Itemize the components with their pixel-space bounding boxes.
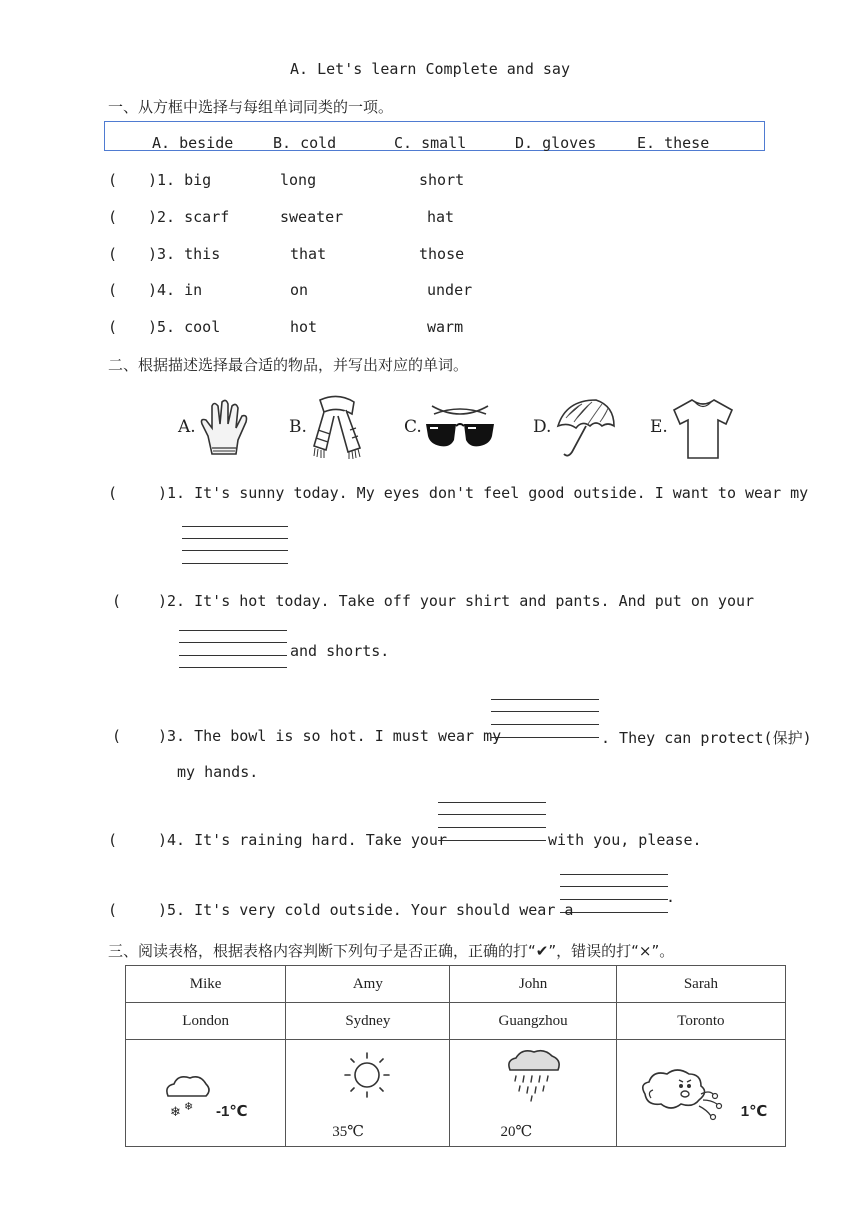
svg-text:❄: ❄	[170, 1105, 181, 1120]
item-3-word1: )3. this	[148, 245, 221, 263]
answer-paren[interactable]: (	[108, 208, 118, 226]
rain-cloud-icon	[504, 1048, 564, 1104]
pic-label-c: C.	[404, 417, 422, 437]
item-4-word1: )4. in	[148, 281, 203, 299]
answer-paren[interactable]: (	[108, 245, 118, 263]
sun-icon	[342, 1050, 392, 1100]
temperature: 35℃	[332, 1124, 365, 1140]
name-cell: Amy	[286, 966, 450, 1003]
pic-label-b: B.	[289, 417, 307, 437]
page-title: A. Let's learn Complete and say	[290, 60, 570, 78]
name-cell: Sarah	[616, 966, 785, 1003]
tshirt-icon	[670, 396, 736, 462]
option-b: B. cold	[273, 134, 337, 152]
item-1-word1: )1. big	[148, 171, 212, 189]
table-row	[126, 1003, 786, 1040]
sunglasses-icon	[422, 400, 498, 452]
weather-cell	[126, 1040, 286, 1147]
pic-label-a: A.	[178, 417, 196, 437]
section3-heading: 三、阅读表格，根据表格内容判断下列句子是否正确，正确的打“✔”，错误的打“×”。	[108, 942, 675, 960]
question-5-tail: .	[666, 888, 676, 906]
answer-paren[interactable]: (	[108, 901, 118, 919]
question-3-tail: . They can protect(保护)	[601, 729, 812, 747]
svg-text:❄: ❄	[184, 1100, 194, 1113]
answer-paren[interactable]: (	[108, 831, 118, 849]
weather-cell	[450, 1040, 616, 1147]
section1-heading: 一、从方框中选择与每组单词同类的一项。	[108, 98, 394, 116]
item-5-word1: )5. cool	[148, 318, 221, 336]
question-3-line2: my hands.	[177, 763, 259, 781]
name-cell: Mike	[126, 966, 286, 1003]
name-cell: John	[450, 966, 616, 1003]
city-cell: London	[126, 1003, 286, 1040]
section2-heading: 二、根据描述选择最合适的物品，并写出对应的单词。	[108, 356, 469, 374]
item-3-word2: that	[290, 245, 327, 263]
question-2-tail: and shorts.	[290, 642, 390, 660]
scarf-icon	[306, 394, 370, 460]
option-e: E. these	[637, 134, 710, 152]
temperature: -1℃	[216, 1103, 248, 1120]
question-2: )2. It's hot today. Take off your shirt and pants. And put on your	[158, 592, 755, 610]
glove-icon	[198, 396, 254, 458]
pic-label-d: D.	[533, 417, 552, 437]
item-1-word2: long	[280, 171, 317, 189]
city-cell: Toronto	[616, 1003, 785, 1040]
table-row	[126, 966, 786, 1003]
item-3-word3: those	[419, 245, 465, 263]
wind-cloud-icon	[639, 1064, 725, 1122]
temperature: 1℃	[740, 1103, 768, 1120]
item-4-word2: on	[290, 281, 309, 299]
question-4-tail: with you, please.	[548, 831, 702, 849]
answer-paren[interactable]: (	[108, 318, 118, 336]
temperature: 20℃	[500, 1124, 533, 1140]
item-5-word2: hot	[290, 318, 318, 336]
item-5-word3: warm	[427, 318, 464, 336]
option-a: A. beside	[152, 134, 234, 152]
question-4: )4. It's raining hard. Take your	[158, 831, 447, 849]
weather-cell	[286, 1040, 450, 1147]
question-1: )1. It's sunny today. My eyes don't feel good outside. I want to wear my	[158, 484, 809, 502]
answer-paren[interactable]: (	[112, 592, 122, 610]
option-d: D. gloves	[515, 134, 597, 152]
item-2-word1: )2. scarf	[148, 208, 230, 226]
option-c: C. small	[394, 134, 467, 152]
item-1-word3: short	[419, 171, 465, 189]
item-4-word3: under	[427, 281, 473, 299]
answer-paren[interactable]: (	[108, 484, 118, 502]
question-3: )3. The bowl is so hot. I must wear my	[158, 727, 502, 745]
weather-cell	[616, 1040, 785, 1147]
table-row	[126, 1040, 786, 1147]
item-2-word2: sweater	[280, 208, 344, 226]
snow-cloud-icon	[162, 1070, 212, 1120]
question-5: )5. It's very cold outside. Your should wear a	[158, 901, 574, 919]
answer-paren[interactable]: (	[108, 171, 118, 189]
answer-paren[interactable]: (	[112, 727, 122, 745]
weather-table	[125, 965, 786, 1147]
answer-paren[interactable]: (	[108, 281, 118, 299]
item-2-word3: hat	[427, 208, 455, 226]
city-cell: Sydney	[286, 1003, 450, 1040]
city-cell: Guangzhou	[450, 1003, 616, 1040]
pic-label-e: E.	[650, 417, 668, 437]
umbrella-icon	[552, 396, 618, 462]
